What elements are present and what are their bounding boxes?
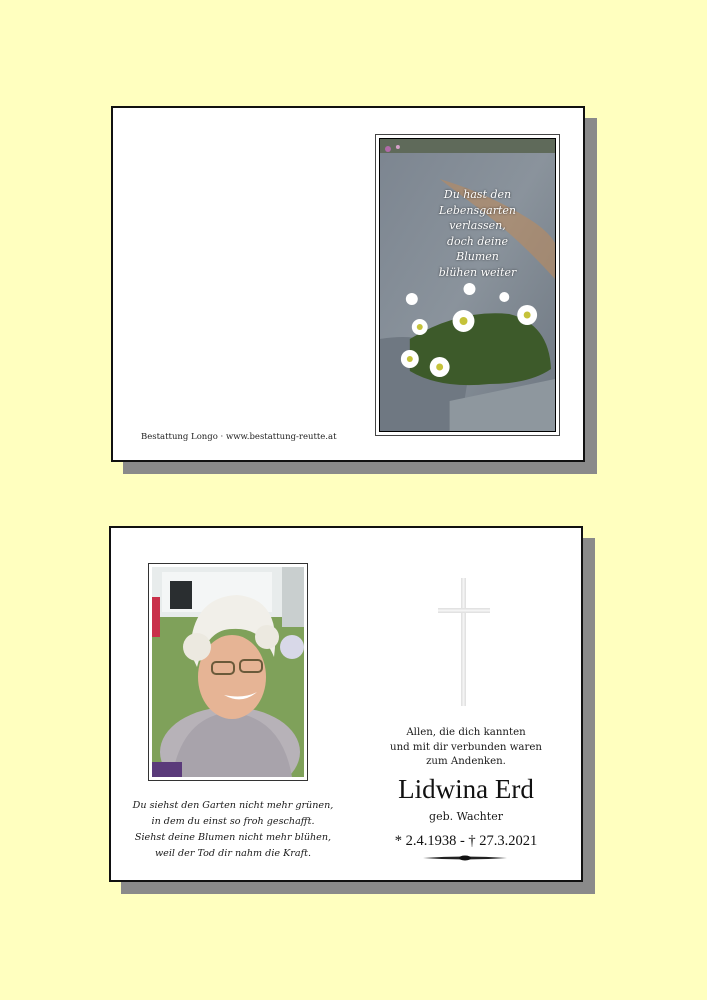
inside-card [109,526,583,882]
remembrance-text [373,726,559,770]
life-dates: * 2.4.1938 - † 27.3.2021 [394,833,538,849]
portrait-image [152,567,304,777]
poem-line: blühen weiter [438,265,517,279]
cover-image [379,138,556,432]
memorial-verse [121,798,345,862]
poem-line: Du hast den [443,188,512,201]
cover-image-frame [375,134,560,436]
deceased-name: Lidwina Erd [398,774,534,804]
poem-line: Lebensgarten [439,203,516,217]
birth-name: geb. Wachter [429,810,503,823]
portrait-photo [152,567,304,777]
remembrance-line: und mit dir verbunden waren [390,741,542,753]
remembrance-line: zum Andenken. [426,756,506,768]
verse-line: Du siehst den Garten nicht mehr grünen, [132,800,334,811]
cover-poem-text [379,187,556,280]
portrait-frame [148,563,308,781]
flowers-on-rock-image [380,139,555,431]
verse-line: in dem du einst so froh geschafft. [151,816,315,827]
verse-line: Siehst deine Blumen nicht mehr blühen, [134,832,332,843]
cross-icon [434,574,494,714]
verse-line: weil der Tod dir nahm die Kraft. [154,848,312,859]
poem-line: Blumen [456,250,499,263]
poem-line: doch deine [446,234,509,248]
poem-line: verlassen, [449,219,506,232]
funeral-home-credit: Bestattung Longo · www.bestattung-reutte.at [141,432,337,442]
divider-ornament [423,855,507,861]
front-card [111,106,585,462]
remembrance-line: Allen, die dich kannten [406,727,526,738]
